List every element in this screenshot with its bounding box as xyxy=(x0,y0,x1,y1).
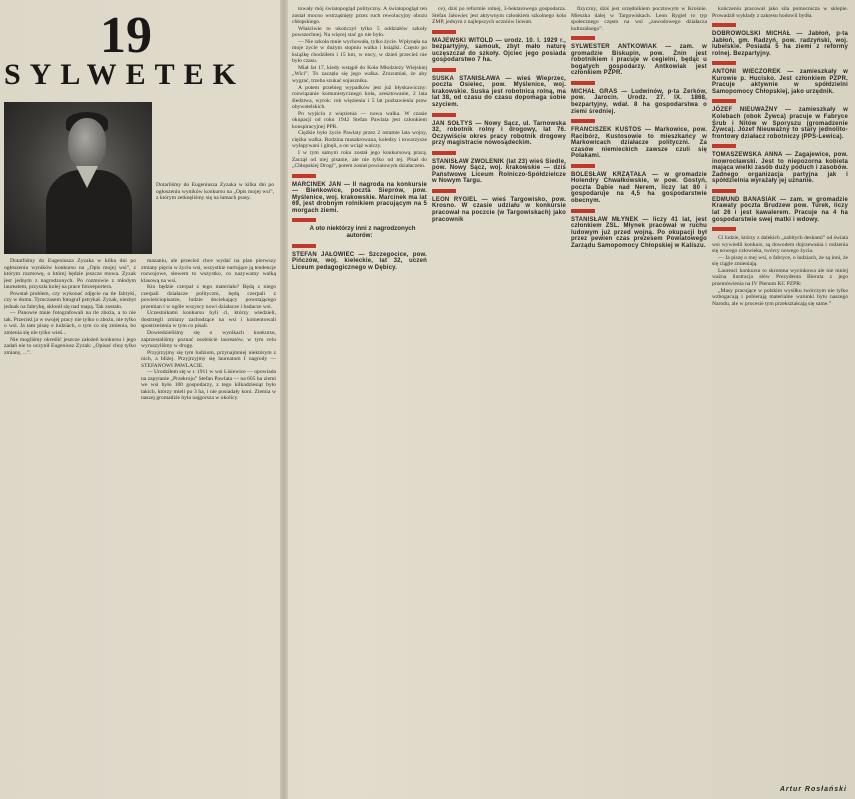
paragraph: Miał lat 17, kiedy wstąpił do Koła Młodzieży Wiejskiej „Wici”. To zaczęła się jego walka. Zrozumiał, że aby wygrać, trzeba szukać sojusznika. xyxy=(292,64,427,85)
section-separator xyxy=(571,119,595,123)
laureate-entry: SYLWESTER ANTKOWIAK — zam. w gromadzie Biskupin, pow. Żnin jest robotnikiem i pracuje w cegielni, będąc u bogatych gospodarzy. Antkowiak jest członkiem PZPR. xyxy=(571,44,707,77)
section-separator xyxy=(571,81,595,85)
laureate-entry: JÓZEF NIEUWAŻNY — zamieszkały w Kolebach (obok Żywca) pracuje w Fabryce Śrub i Nitów w Sporyszu (gromadzenie Żywca). Józef Nieuważny to stary jednolito-frontowy działacz robotniczy (PPS-Lewica). xyxy=(712,107,848,140)
section-separator xyxy=(432,151,456,155)
laureate-entry: MAJEWSKI WITOLD — urodz. 10. I. 1929 r., bezpartyjny, samouk, zbyt mało naturę uczęszczał do szkoły. Ojciec jego posiada gospodarstwo 7 ha. xyxy=(432,37,566,64)
section-separator xyxy=(432,189,456,193)
paragraph: Kto będzie czerpał z tego materiału? Będą z niego czerpali działacze polityczni, będą czerpali z powieściopisarze, ludzie dociekający powstającego przemian i w ogóle wszyscy nowi działacze i badacze wsi. xyxy=(141,284,276,310)
paragraph: Laureaci konkursu to skromna wycinkowa ale nie mniej ważna ilustracja słów Prezydenta Bieruta z jego przemówienia na IV Plenum KC PZPR: xyxy=(712,267,848,287)
laureate-entry: SUSKA STANISŁAWA — wieś Wieprzec, poczta Osielec, pow. Myślenice, woj. krakowskie. Suska jest robotnicą rolną, ma lat 38, od czasu do czasu dopomaga sobie szyciem. xyxy=(432,75,566,109)
laureate-entry: STEFAN JAŁOWIEC — Szczegocice, pow. Pińczów, woj. kieleckie, lat 32, uczeń Liceum pedagogicznego w Dębicy. xyxy=(292,251,427,271)
paragraph: mazaniu, ale przecież chce wydać na plan pierwszy zmiany pięcia w życiu wsi, wszystkie nurtujące ją tendencje rozwojowe, słowem to wszystko, co nazywamy walką klasową na wsi. xyxy=(141,258,276,284)
photo-figure-head xyxy=(68,118,106,168)
paragraph: „Masy pracujące w polskim wysiłku twórczym nie tylko wzbogacają i pobierają materialne warunki bytu naszego Narodu, ale w procesie tym przekształcają się same.” xyxy=(712,287,848,307)
paragraph: Uczestnikami konkursu byli ci, którzy wiedzieli, dostrzegli zmiany zachodzące na wsi i komentowali spostrzeżenia w tym co pisali. xyxy=(141,310,276,330)
author-signature: Artur Rosłański xyxy=(779,786,847,793)
paragraph: kończeniu pracował jako sila pomocnicza w sklepie. Prowadził wykłady z zakresu hodowli bydła. xyxy=(712,6,848,19)
section-separator xyxy=(571,209,595,213)
section-separator xyxy=(712,61,736,65)
laureate-entry: DOBROWOLSKI MICHAŁ — Jabłoń, p-ta Jabłoń, gm. Radzyń, pow. radzyński, woj. lubelskie. Posiada 5 ha ziemi z reformy rolnej. Bezpartyjny. xyxy=(712,31,848,57)
laureate-entry: STANISŁAW MŁYNEK — liczy 41 lat, jest członkiem ZSL. Młynek pracował w ruchu ludowym już przed wojną. Po okupacji był przez pewien czas prezesem Powiatowego Zarządu Samopomocy Chłopskiej w Kaliszu. xyxy=(571,216,707,249)
column-4 xyxy=(432,6,566,796)
section-separator xyxy=(432,68,456,72)
laureate-entry: JAN SOŁTYS — Nowy Sącz, ul. Tarnowska 32, robotnik rolny i drogowy, lat 76. Oczywiście okres pracy robotnik drogowy przy magistracie nowosądeckim. xyxy=(432,120,566,147)
paragraph: — Ja piszę o mej wsi, o fabryce, o ludziach, że są inni, że się ciągle zmieniają. xyxy=(712,254,848,268)
paragraph: A potem przebieg wypadków jest już błyskawiczny: rozwiązanie komunistycznego koła, aresztowanie, 2 lata śledztwa, wyrok: rok więzienia i 5 lat pozbawienia praw obywatelskich. xyxy=(292,84,427,111)
section-separator xyxy=(712,23,736,27)
section-separator xyxy=(571,36,595,40)
paragraph: Ci ludzie, którzy z dalekich „zabitych deskami” od świata wsi wywiedli konkurs, są dowodem dojrzewania i rodzenia się nowego człowieka, twórcy nowego życia. xyxy=(712,235,848,255)
section-separator xyxy=(432,30,456,34)
paragraph: Przyjrzyjmy się tym ludziom, przynajmniej niektórym z nich, a bliżej. Przyjrzyjmy się laureatom I nagrody — STEFANOWI PAWLACIE. xyxy=(141,349,276,369)
section-separator xyxy=(712,99,736,103)
paragraph: Właściwie to ukończył tylko 5 oddziałów szkoły powszechnej. Na więcej stać go nie było. xyxy=(292,25,427,39)
laureate-entry: LEON RYGIEL — wieś Targowisko, pow. Krosno. W czasie udziału w konkursie pracował na poczcie (w Targowiskach) jako pracownik xyxy=(432,196,566,223)
article-title: SYLWETEK xyxy=(4,58,245,91)
section-separator xyxy=(432,113,456,117)
paragraph: Ciężkie było życie Pawlaty przez 2 ostatnie lata wojny, ciężka walka. Rodzina masakrowana, koledzy i towarzysze wyłapywani i ginęli, a on wciąż walczy. xyxy=(292,130,427,150)
paragraph: Po wyjściu z więzienia — nowa walka. W czasie okupacji od roku 1942 Stefan Pawlata jest członkiem konspiracyjnej PPR. xyxy=(292,110,427,130)
paragraph: Dowiedzieliśmy się o wynikach konkursu, zaprzestaliśmy poznać osobiście laureatów, w tym celu wyruszyliśmy w drogę. xyxy=(141,330,276,350)
laureate-entry: FRANCISZEK KUSTOS — Markowice, pow. Racibórz, Kustosowie to mieszkańcy w Markowicach działacze polityczni. Za czasów niemieckich zawsze czuli się Polakami. xyxy=(571,127,707,160)
paragraph: towały mój światopogląd polityczny. A światopogląd ten został mocno wstrząśnięty przez ruch rewolucyjny obozu chłopskiego. xyxy=(292,6,427,26)
paragraph: — Nie szkoła mnie wychowała, tylko życie. Wpłynęła na moje życie w dużym stopniu walka i książki. Często po książkę chodziłem i 15 km, w nocy, w dzień przecież nie było czasu. xyxy=(292,38,427,65)
section-separator xyxy=(292,174,316,178)
laureate-entry: EDMUND BANASIAK — zam. w gromadzie Krawaty poczta Brudzew pow. Turek, liczy lat 26 i jest kawalerem. Pracuje na 4 ha gospodarstwie swej matki i wdowy. xyxy=(712,196,848,223)
paragraph: — Urodziłem się w r. 1911 w wsi Lisiewice — opowiada na zapytanie „Przekroju” Stefan Pawlata — na 605 ha ziemi we wsi było 100 gospodarzy, z tego kilkadziesiąt było takich, którzy mieli po 3 ha, i nie posiadały koni. Ziemia w naszej gromadzie była najgorsza w okolicy. xyxy=(141,369,276,402)
laureate-entry: MARCINEK JAN — II nagroda na konkursie — Bieńkowice, poczta Sieprów, pow. Myślenice, woj. krakowskie. Marcinek ma lat 69, jest drobnym rolnikiem pracującym na 5 morgach ziemi. xyxy=(292,181,427,214)
column-1 xyxy=(4,258,136,794)
intro-beside-photo xyxy=(156,182,274,202)
section-separator xyxy=(712,227,736,231)
column-5 xyxy=(571,6,707,796)
portrait-photo xyxy=(4,102,152,254)
paragraph: Dotarliśmy do Eugeniusza Zyzaka w kilka dni po ogłoszeniu wyników konkursu na „Opis mojej wsi”, z którym rozmowę, o której będzie jeszcze mowa. Zyzak jest jednym z nagrodzonych. Po rozmowie z młodym laureatem, przyszła kolej na prace fotoreportera. xyxy=(4,258,136,291)
paragraph: I w tym samym roku został jego konkursową pracą. Zaczął od niej pisanie, ale nie tylko od tej. Pisał do „Chłopskiej Drogi”, potem został powiatowym działaczem. xyxy=(292,150,427,170)
laureate-entry: ANTONI WIECZOREK — zamieszkały w Kurowie p. Hucisko. Jest członkiem PZPR. Pracuje aktywnie w spółdzielni Samopomocy Chłopskiej, jako urzędnik. xyxy=(712,69,848,95)
paragraph: — Panowie mnie fotografowali na tle zboża, a to nie tak. Przecież ja w swojej pracy nie tylko o zbożu, nie tylko o wsi. Ja tam piszę o ludziach, o tym co się zmienia, bo zmienia się nie tylko wieś... xyxy=(4,310,136,337)
section-separator xyxy=(292,218,316,222)
column-6 xyxy=(712,6,848,776)
page-gutter xyxy=(280,0,288,799)
section-separator xyxy=(712,189,736,193)
intro-paragraph: Dotarliśmy do Eugeniusza Zyzaka w kilka dni po ogłoszeniu wyników konkursu na „Opis mojej wsi”, z którym zetknęliśmy się na łamach prasy. xyxy=(156,182,274,202)
paragraph: fizyczny, dziś jest urzędnikiem pocztowym w Krośnie. Mieszka dalej w Targowiskach. Leon Rygiel to typ społecznego często na wsi „zawodowego działacza kulturalnego”. xyxy=(571,6,707,32)
laureate-entry: MICHAŁ GRAS — Ludwinów, p-ta Zerków, pow. Jarocin. Urodz. 27. IX. 1868, bezpartyjny, wdał. 8 ha gospodarstwa o ziemi średniej. xyxy=(571,88,707,115)
section-heading: A oto niektórzy inni z nagrodzonych autorów: xyxy=(309,225,416,239)
column-2 xyxy=(141,258,276,794)
paragraph: Powstał problem, czy wykonać zdjęcie na tle fabryki, czy w domu. Tymczasem fotograf pstrykał. Zyzak, niezbyt jednak na fabrykę, skłonił się nad mapą. Tak zostało. xyxy=(4,290,136,310)
laureate-entry: TOMASZEWSKA ANNA — Zagajewice, pow. inowrocławski. Jest to niepozorna kobieta mająca wielki zasób duży poduch i zasobów. Żadnego organizacja partyjna jak i spółdzielnia wyrażały jej uznanie. xyxy=(712,152,848,185)
issue-number: 19 xyxy=(100,7,152,64)
paragraph: Nie mogliśmy określić jeszcze założeń konkursu i jego zadań nie to uczynił Eugeniusz Zyzak: „Opisać chcę tylko zmiany, ...”. xyxy=(4,336,136,356)
section-separator xyxy=(712,144,736,148)
section-separator xyxy=(571,164,595,168)
column-3 xyxy=(292,6,427,796)
paragraph: ce), dziś po reformie rolnej, 3-hektarowego gospodarza. Stefan Jałowiec jest aktywnym członkiem szkolnego koła ZMP, jednym z najlepszych uczniów liceum. xyxy=(432,6,566,26)
laureate-entry: STANISŁAW ZWOLENIK (lat 23) wieś Siedle, pow. Nowy Sącz, woj. krakowskie — dziś Państwowe Liceum Rolniczo-Spółdzielcze w Nowym Targu. xyxy=(432,158,566,185)
laureate-entry: BOLESŁAW KRZĄTAŁA — w gromadzie Holendry Chwałkowskie, w pow. Gostyń, poczta Dąbie nad Nerem, liczy lat 80 i gospodaruje na 4,5 ha gospodarstwie obecnym. xyxy=(571,171,707,205)
section-separator xyxy=(292,244,316,248)
